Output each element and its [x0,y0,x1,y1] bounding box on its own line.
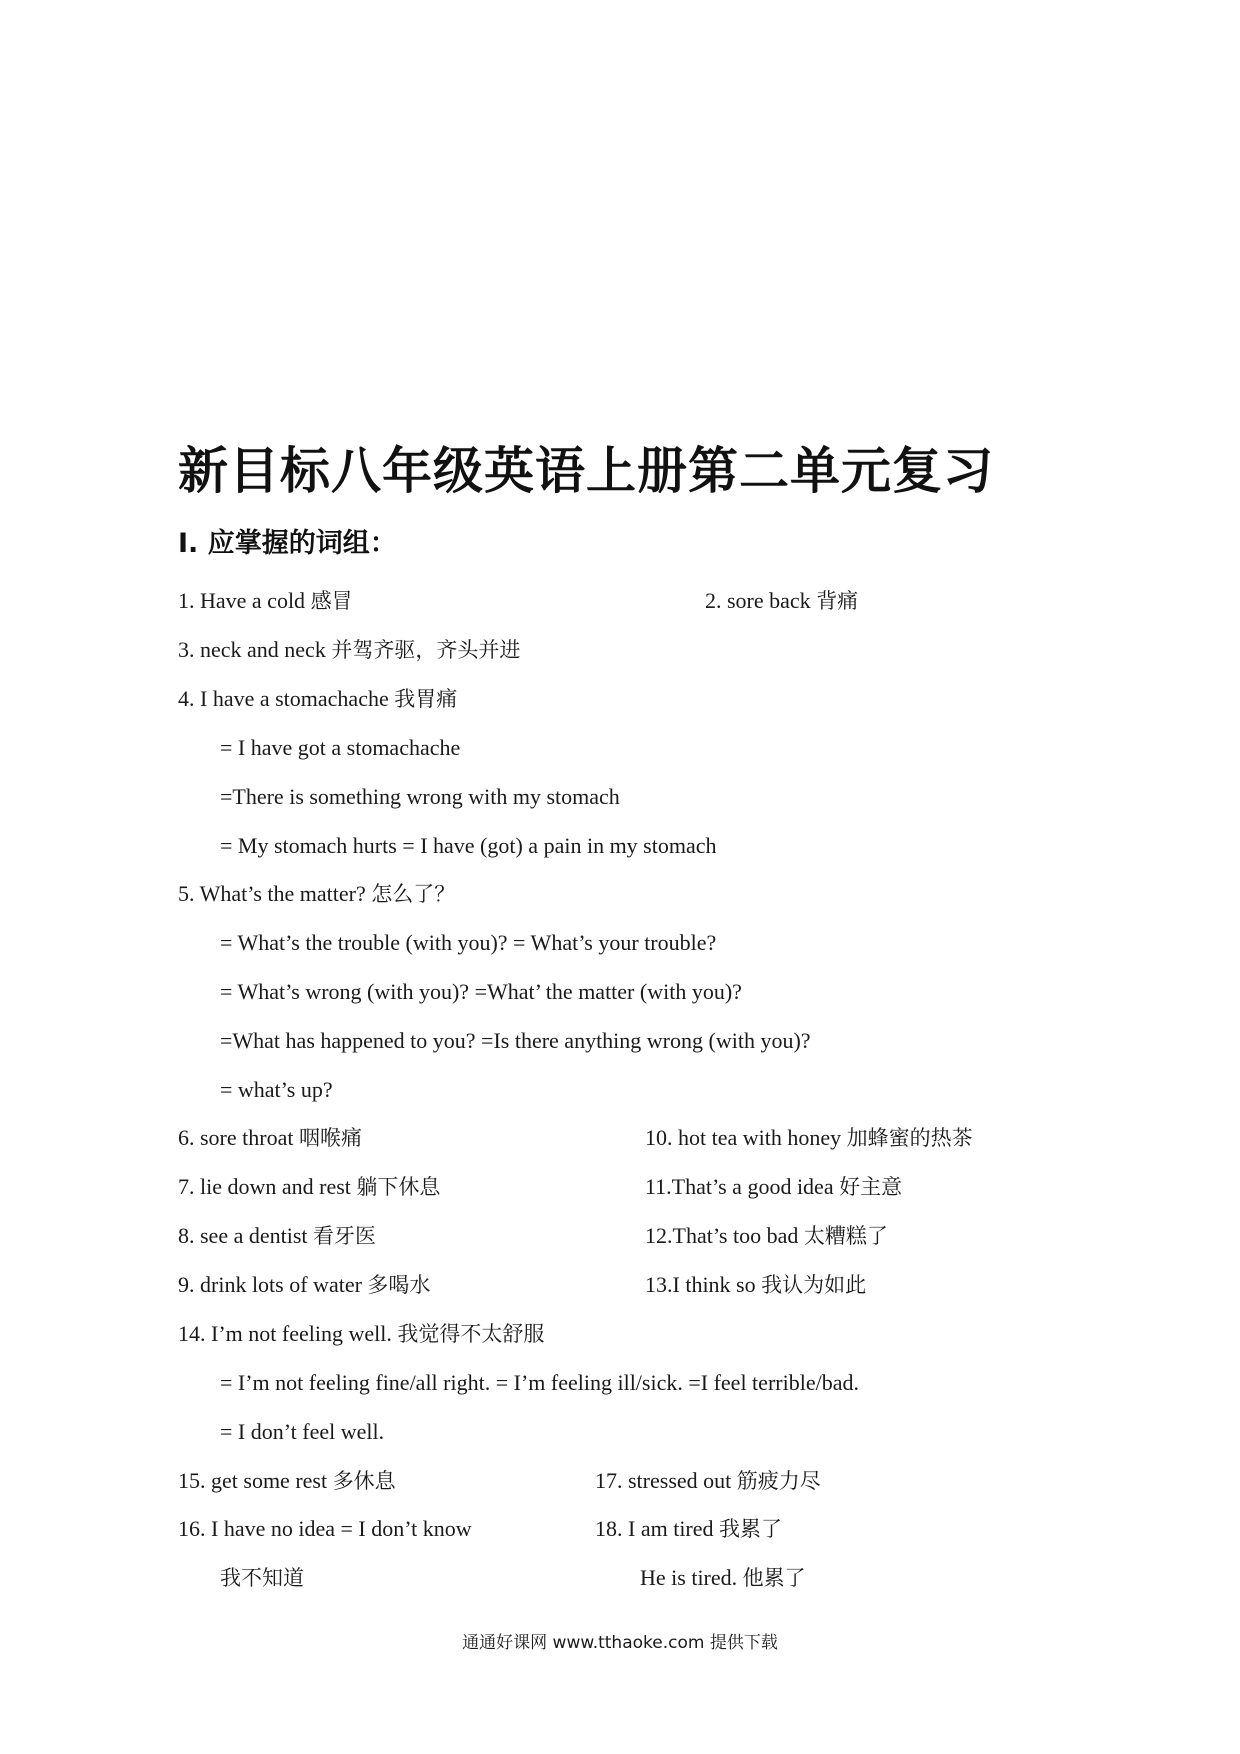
phrase-14-variant: = I’m not feeling fine/all right. = I’m feeling ill/sick. =I feel terrible/bad. [220,1370,859,1395]
phrase-zh: 多喝水 [367,1273,431,1297]
phrase-3 [178,636,520,664]
phrase-11 [645,1173,902,1201]
phrase-en: 8. see a dentist [178,1223,314,1248]
phrase-zh: 我累了 [719,1517,783,1541]
phrase-12 [645,1222,888,1250]
phrase-zh: 筋疲力尽 [736,1469,821,1493]
phrase-4-variant: =There is something wrong with my stomach [220,784,620,809]
phrase-en: 4. I have a stomachache [178,686,395,711]
phrase-9 [178,1271,430,1299]
phrase-4-variant: = I have got a stomachache [220,735,461,760]
phrase-en: 11.That’s a good idea [645,1174,840,1199]
phrase-zh: 感冒 [310,589,353,613]
phrase-en: 10. hot tea with honey [645,1125,847,1150]
phrase-zh: 看牙医 [313,1224,377,1248]
phrase-zh: 多休息 [332,1469,396,1493]
phrase-10 [645,1124,973,1152]
phrase-zh: 我觉得不太舒服 [397,1322,545,1346]
page-title: 新目标八年级英语上册第二单元复习 [178,442,994,500]
phrase-en: He is tired. [640,1565,743,1590]
phrase-zh: 好主意 [839,1175,903,1199]
page-footer: 通通好课网 www.tthaoke.com 提供下载 [462,1633,778,1653]
phrase-en: 5. What’s the matter? [178,881,372,906]
phrase-zh: 躺下休息 [356,1175,441,1199]
phrase-16: 16. I have no idea = I don’t know [178,1516,472,1541]
phrase-zh: 我认为如此 [761,1273,867,1297]
phrase-15 [178,1467,396,1495]
phrase-17 [595,1467,821,1495]
phrase-zh: 背痛 [816,589,859,613]
phrase-4-variant: = My stomach hurts = I have (got) a pain in my stomach [220,833,717,858]
phrase-en: 14. I’m not feeling well. [178,1321,398,1346]
phrase-zh: 怎么了？ [371,882,456,906]
phrase-en: 17. stressed out [595,1468,737,1493]
phrase-8 [178,1222,376,1250]
phrase-6 [178,1124,362,1152]
phrase-en: 7. lie down and rest [178,1174,357,1199]
phrase-16-translation: 我不知道 [220,1566,304,1590]
phrase-7 [178,1173,440,1201]
phrase-5-variant: = What’s the trouble (with you)? = What’s your trouble? [220,930,717,955]
phrase-1 [178,587,353,615]
phrase-zh: 他累了 [742,1566,806,1590]
phrase-zh: 太糟糕了 [803,1224,888,1248]
phrase-5-variant: = What’s wrong (with you)? =What’ the matter (with you)? [220,979,742,1004]
phrase-en: 12.That’s too bad [645,1223,804,1248]
phrase-5 [178,880,455,908]
phrase-en: 18. I am tired [595,1516,720,1541]
phrase-en: 1. Have a cold [178,588,311,613]
phrase-4 [178,685,457,713]
phrase-en: 13.I think so [645,1272,762,1297]
phrase-en: 2. sore back [705,588,817,613]
phrase-en: 6. sore throat [178,1125,299,1150]
phrase-en: 15. get some rest [178,1468,333,1493]
phrase-zh: 我胃痛 [394,687,458,711]
phrase-13 [645,1271,866,1299]
phrase-zh: 咽喉痛 [298,1126,362,1150]
phrase-en: 3. neck and neck [178,637,332,662]
phrase-18 [595,1515,782,1543]
phrase-14-variant: = I don’t feel well. [220,1419,385,1444]
phrase-zh: 加蜂蜜的热茶 [846,1126,973,1150]
phrase-zh: 并驾齐驱，齐头并进 [331,638,521,662]
phrase-2 [705,587,858,615]
phrase-5-variant: =What has happened to you? =Is there anything wrong (with you)? [220,1028,811,1053]
section-heading: I. 应掌握的词组： [178,528,397,559]
phrase-en: 9. drink lots of water [178,1272,368,1297]
phrase-14 [178,1320,544,1348]
phrase-5-variant: = what’s up? [220,1077,333,1102]
phrase-18-variant [640,1564,806,1592]
